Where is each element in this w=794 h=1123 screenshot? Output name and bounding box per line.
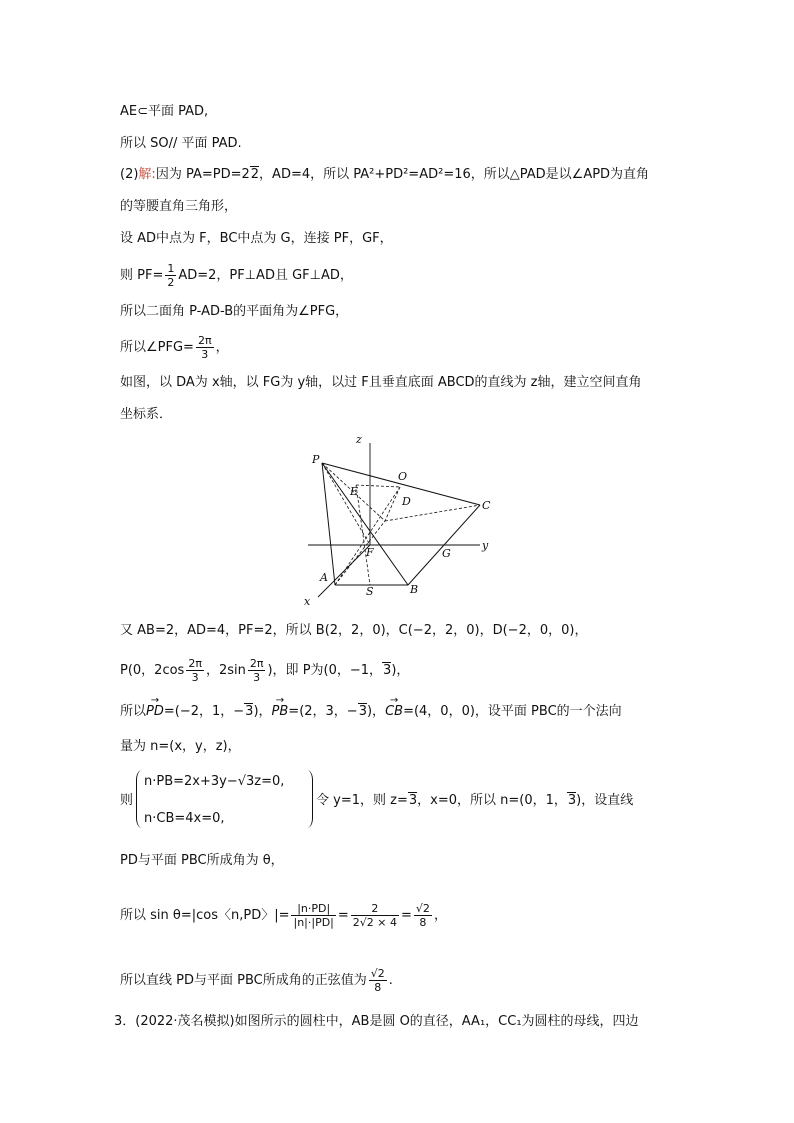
fraction-half: $\frac{1}{2}$ [167,262,175,289]
fraction-answer: $\frac{√2}{8}$ [370,967,385,994]
label-A: A [320,571,328,584]
label-G: G [442,547,451,560]
label-S: S [366,585,374,598]
line-2: 所以 SO// 平面 PAD. [120,136,242,151]
line-17: 所以 sin θ=|cos〈n,PD〉|= $\frac{|n\cdot PD|}{|n|\cdot|PD|}$ = $\frac{2}{2√2 \times 4}$ = $\frac{√2}{8}$ ， [120,902,447,929]
line-13: 所以→ PD=(−2，1，−3)，→ PB=(2，3，−3)，→ CB=(4，0，0)，设平面 PBC的一个法向 [120,703,622,721]
fraction-sine-2: $\frac{2}{2√2 \times 4}$ [352,902,398,929]
line-14: 量为 n=(x，y，z)， [120,739,241,754]
system-brace-right [306,770,313,828]
label-E: E [350,485,359,498]
fraction-2pi-3: $\frac{2\pi}{3}$ [197,334,212,361]
line-1: AE⊂平面 PAD, [120,104,209,119]
line-15-rest: 令 y=1，则 z=3，x=0，所以 n=(0，1，3)，设直线 [316,793,634,808]
label-y: y [482,539,489,552]
line-5: 设 AD中点为 F，BC中点为 G，连接 PF，GF， [120,231,393,246]
fraction-sine-1: $\frac{|n\cdot PD|}{|n|\cdot|PD|}$ [293,902,334,929]
system-eq-1: n·PB=2x+3y−√3z=0, [144,774,285,789]
line-8: 所以∠PFG= $\frac{2\pi}{3}$ ， [120,334,229,361]
system-brace-left [136,770,143,828]
fraction-sine-3: $\frac{√2}{8}$ [415,902,430,929]
label-D: D [402,495,411,508]
system-eq-2: n·CB=4x=0, [144,811,225,826]
label-O: O [398,470,408,483]
line-18: 所以直线 PD与平面 PBC所成角的正弦值为 $\frac{√2}{8}$ . [120,967,393,994]
line-15-lead: 则 [120,793,134,808]
label-z: z [356,433,362,446]
line-10: 坐标系． [120,407,173,422]
label-F: F [366,546,374,559]
label-B: B [410,583,419,596]
line-16: PD与平面 PBC所成角为 θ， [120,853,284,868]
label-x: x [304,595,311,608]
line-6: 则 PF= $\frac{1}{2}$ AD=2，PF⊥AD且 GF⊥AD， [120,262,353,289]
coordinate-figure [300,425,500,615]
line-12: P(0，2cos $\frac{2\pi}{3}$ ，2sin $\frac{2\pi}{3}$ )，即 P为(0，−1，3)， [120,657,410,684]
label-C: C [482,499,491,512]
line-7: 所以二面角 P-AD-B的平面角为∠PFG， [120,304,349,319]
line-19: 3．(2022·茂名模拟)如图所示的圆柱中，AB是圆 O的直径，AA₁，CC₁为圆柱的母线，四边 [114,1014,639,1029]
line-9: 如图，以 DA为 x轴，以 FG为 y轴，以过 F且垂直底面 ABCD的直线为 z轴，建立空间直角 [120,375,642,390]
line-11: 又 AB=2，AD=4，PF=2，所以 B(2，2，0)，C(−2，2，0)，D(−2，0，0)， [120,623,588,638]
label-P: P [312,453,320,466]
line-4: 的等腰直角三角形， [120,199,238,214]
line-3: (2)解:因为 PA=PD=22，AD=4，所以 PA²+PD²=AD²=16，所以△PAD是以∠APD为直角 [120,167,650,182]
